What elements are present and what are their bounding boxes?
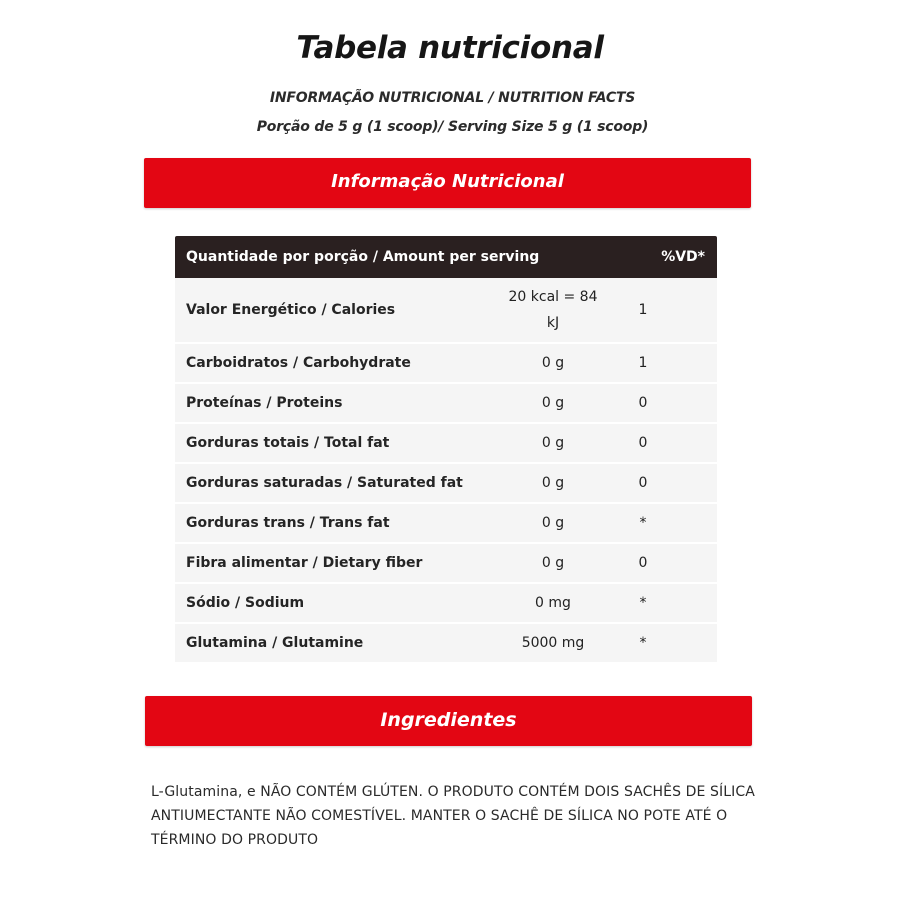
table-row bbox=[175, 344, 717, 384]
nutrient-amount: 0 mg bbox=[535, 595, 571, 611]
nutrient-amount: 0 g bbox=[541, 555, 565, 571]
nutrient-name: Gorduras trans / Trans fat bbox=[186, 515, 390, 531]
table-row bbox=[175, 384, 717, 424]
table-row bbox=[175, 464, 717, 504]
nutrient-vd: * bbox=[639, 595, 647, 611]
table-row bbox=[175, 424, 717, 464]
table-row bbox=[175, 544, 717, 584]
nutrient-name: Gorduras totais / Total fat bbox=[186, 435, 390, 451]
nutrition-table bbox=[175, 236, 717, 664]
ingredients-banner: Ingredientes bbox=[145, 696, 752, 746]
table-row bbox=[175, 504, 717, 544]
serving-size-subtitle: Porção de 5 g (1 scoop)/ Serving Size 5 g (1 scoop) bbox=[256, 119, 649, 135]
nutrition-facts-subtitle: INFORMAÇÃO NUTRICIONAL / NUTRITION FACTS bbox=[269, 90, 636, 106]
nutrient-vd: 0 bbox=[638, 475, 648, 491]
nutrient-name: Valor Energético / Calories bbox=[186, 302, 396, 318]
table-header bbox=[175, 236, 717, 278]
nutrient-vd: * bbox=[639, 515, 647, 531]
nutrient-amount: 0 g bbox=[541, 515, 565, 531]
nutrient-name: Glutamina / Glutamine bbox=[186, 635, 364, 651]
header-vd-label: %VD* bbox=[661, 249, 705, 265]
nutrient-name: Carboidratos / Carbohydrate bbox=[186, 355, 411, 371]
nutrient-vd: 0 bbox=[638, 555, 648, 571]
nutrient-vd: 0 bbox=[638, 395, 648, 411]
nutrient-vd: 1 bbox=[638, 302, 648, 318]
nutrient-name: Fibra alimentar / Dietary fiber bbox=[186, 555, 423, 571]
nutrient-amount: 0 g bbox=[541, 435, 565, 451]
nutrient-amount: 0 g bbox=[541, 355, 565, 371]
nutrient-amount: 0 g bbox=[541, 395, 565, 411]
nutrient-vd: 1 bbox=[638, 355, 648, 371]
table-row bbox=[175, 278, 717, 344]
nutrient-vd: 0 bbox=[638, 435, 648, 451]
nutrient-vd: * bbox=[639, 635, 647, 651]
table-row bbox=[175, 584, 717, 624]
nutrient-amount: 5000 mg bbox=[521, 635, 585, 651]
nutrient-amount: 0 g bbox=[541, 475, 565, 491]
page-title: Tabela nutricional bbox=[296, 30, 604, 66]
nutrition-banner: Informação Nutricional bbox=[144, 158, 751, 208]
nutrient-amount: 20 kcal = 84 kJ bbox=[508, 289, 598, 331]
nutrient-name: Gorduras saturadas / Saturated fat bbox=[186, 475, 463, 491]
nutrient-name: Proteínas / Proteins bbox=[186, 395, 343, 411]
nutrient-name: Sódio / Sodium bbox=[186, 595, 305, 611]
header-amount-label: Quantidade por porção / Amount per serving bbox=[186, 249, 540, 265]
table-row bbox=[175, 624, 717, 664]
ingredients-text: L-Glutamina, e NÃO CONTÉM GLÚTEN. O PRODUTO CONTÉM DOIS SACHÊS DE SÍLICA ANTIUMECTANTE NÃO COMESTÍVEL. MANTER O SACHÊ DE SÍLICA NO POTE ATÉ O TÉRMINO DO PRODUTO bbox=[151, 784, 755, 848]
